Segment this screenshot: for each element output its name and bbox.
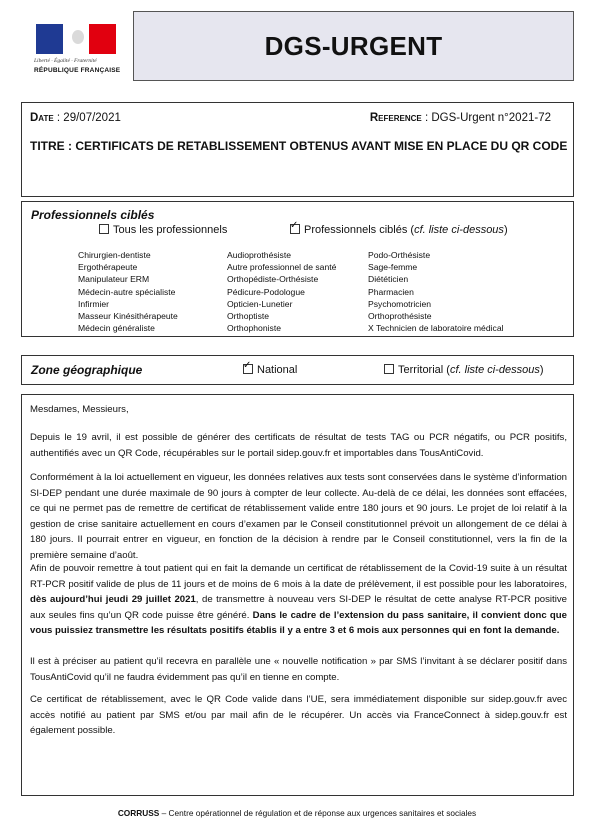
- profession-item: Infirmier: [78, 298, 110, 309]
- profession-item: Pharmacien: [368, 286, 414, 297]
- option-all-label: Tous les professionnels: [113, 224, 228, 236]
- professionals-heading: Professionnels ciblés: [31, 208, 155, 222]
- paragraph-1: Depuis le 19 avril, il est possible de générer des certificats de résultat de tests TAG ou PCR négatifs, ou PCR positifs, authentifiés avec un QR Code, récupérables sur le portail sidep.gouv.fr et importables dans TousAntiCovid.: [30, 432, 567, 459]
- professions-column-1: [78, 249, 178, 334]
- paragraph-4: Il est à préciser au patient qu’il recevra en parallèle une « nouvelle notification » par SMS l’invitant à se déclarer positif dans TousAntiCovid qu’il ne faudra évidemment pas qu’il en tienne en compte.: [30, 656, 567, 683]
- logo-republic: RÉPUBLIQUE FRANÇAISE: [34, 67, 121, 74]
- profession-item: Podo-Orthésiste: [368, 250, 431, 260]
- paragraph-3-emphasis: Dans le cadre de l’extension du pass sanitaire, il convient donc que vous puissiez transmettre les résultats positifs établis il y a entre 3 et 6 mois aux personnes qui en font la demande.: [30, 609, 567, 637]
- profession-item: Chirurgien-dentiste: [78, 250, 151, 260]
- reference-value: : DGS-Urgent n°2021-72: [424, 112, 551, 124]
- option-national[interactable]: [243, 364, 297, 376]
- profession-item: Pédicure-Podologue: [227, 286, 305, 297]
- marianne-icon: [66, 26, 88, 52]
- profession-item: Audioprothésiste: [227, 250, 292, 260]
- paragraph-5: Ce certificat de rétablissement, avec le QR Code valide dans l’UE, sera immédiatement disponible sur sidep.gouv.fr avec accès notifié au patient par SMS et/ou par mail afin de le récupérer. Un accès via FranceConnect à sidep.gouv.fr est également possible.: [30, 694, 567, 737]
- paragraph-3: [30, 561, 567, 639]
- profession-item: Médecin généraliste: [78, 323, 155, 334]
- greeting: Mesdames, Messieurs,: [30, 404, 129, 415]
- paragraph-3-part-a: Afin de pouvoir remettre à tout patient qui en fait la demande un certificat de rétablissement de la Covid-19 suite à un résultat RT-PCR positif valide de plus de 11 jours et de moins de 6 mois à la date de prélèvement, il est possible pour les laboratoires,: [30, 563, 567, 590]
- profession-item: Orthoptiste: [227, 311, 270, 322]
- date-line: [30, 112, 121, 124]
- profession-item: Orthopédiste-Orthésiste: [227, 274, 319, 285]
- option-targeted-close: ): [503, 224, 508, 236]
- professions-column-2: [227, 249, 336, 334]
- profession-item: Psychomotricien: [368, 298, 432, 309]
- profession-item: X Technicien de laboratoire médical: [368, 323, 504, 334]
- checkbox-targeted-professionals[interactable]: [290, 224, 300, 234]
- option-territorial-note: cf. liste ci-dessous: [449, 364, 540, 376]
- reference-box: [21, 102, 574, 197]
- profession-item: Masseur Kinésithérapeute: [78, 311, 178, 322]
- footer-organisation: CORRUSS: [117, 808, 160, 818]
- option-targeted-professionals[interactable]: [290, 224, 508, 236]
- checkbox-territorial[interactable]: [384, 364, 394, 374]
- option-territorial-close: ): [539, 364, 544, 376]
- document-title-banner: [133, 11, 574, 81]
- document-title: DGS-URGENT: [264, 30, 443, 61]
- message-body: [21, 394, 574, 796]
- profession-item: Manipulateur ERM: [78, 274, 150, 285]
- profession-item: Ergothérapeute: [78, 262, 138, 273]
- reference-line: [370, 112, 551, 124]
- paragraph-3-date: dès aujourd’hui jeudi 29 juillet 2021: [30, 594, 196, 606]
- paragraph-3-part-c: , de transmettre à nouveau vers SI-DEP le résultat de cette analyse RT-PCR positive aux seules fins qu’un QR code puisse être généré.: [30, 594, 567, 621]
- checkbox-all-professionals[interactable]: [99, 224, 109, 234]
- reference-label: Reference: [369, 112, 422, 124]
- checkbox-national[interactable]: [243, 364, 253, 374]
- profession-item: Orthoprothésiste: [368, 311, 432, 322]
- option-national-label: National: [257, 364, 298, 376]
- option-all-professionals[interactable]: [99, 224, 227, 236]
- option-territorial-label: Territorial (: [398, 364, 450, 376]
- date-value: : 29/07/2021: [56, 112, 121, 124]
- date-label: Date: [30, 112, 54, 124]
- paragraph-2: Conformément à la loi actuellement en vigueur, les données relatives aux tests sont conservées dans le système d’information SI-DEP pendant une durée maximale de 90 jours à compter de leur collecte. Au-delà de ce délai, les données sont effacées, ce qui ne permet pas de remettre de certificat de rétablissement valide entre 180 jours et 90 jours. Le projet de loi relatif à la gestion de crise sanitaire actuellement en cours d’examen par le Conseil constitutionnel prévoit un allongement de ce délai à 180 jours. Il pourrait entrer en vigueur, en fonction de la décision à rendre par le Conseil constitutionnel, vers la fin de la première semaine d’août.: [30, 472, 567, 561]
- geographic-zone-box: [21, 355, 574, 385]
- footer-description: – Centre opérationnel de régulation et de réponse aux urgences sanitaires et sociales: [159, 808, 477, 818]
- option-targeted-label: Professionnels ciblés (: [304, 224, 415, 236]
- zone-heading: Zone géographique: [31, 363, 143, 377]
- profession-item: Autre professionnel de santé: [227, 262, 337, 273]
- option-territorial[interactable]: [384, 364, 544, 376]
- profession-item: Diététicien: [368, 274, 409, 285]
- footer: [0, 808, 594, 818]
- professions-column-3: [368, 249, 504, 334]
- profession-item: Médecin-autre spécialiste: [78, 286, 176, 297]
- republique-francaise-logo: [28, 18, 124, 80]
- targeted-professionals-box: [21, 201, 574, 337]
- profession-item: Opticien-Lunetier: [227, 298, 293, 309]
- profession-item: Sage-femme: [368, 262, 418, 273]
- profession-item: Orthophoniste: [227, 323, 281, 334]
- logo-motto: Liberté · Égalité · Fraternité: [34, 58, 97, 64]
- document-subject: TITRE : CERTIFICATS DE RETABLISSEMENT OBTENUS AVANT MISE EN PLACE DU QR CODE: [30, 139, 568, 153]
- option-targeted-note: cf. liste ci-dessous: [414, 224, 504, 236]
